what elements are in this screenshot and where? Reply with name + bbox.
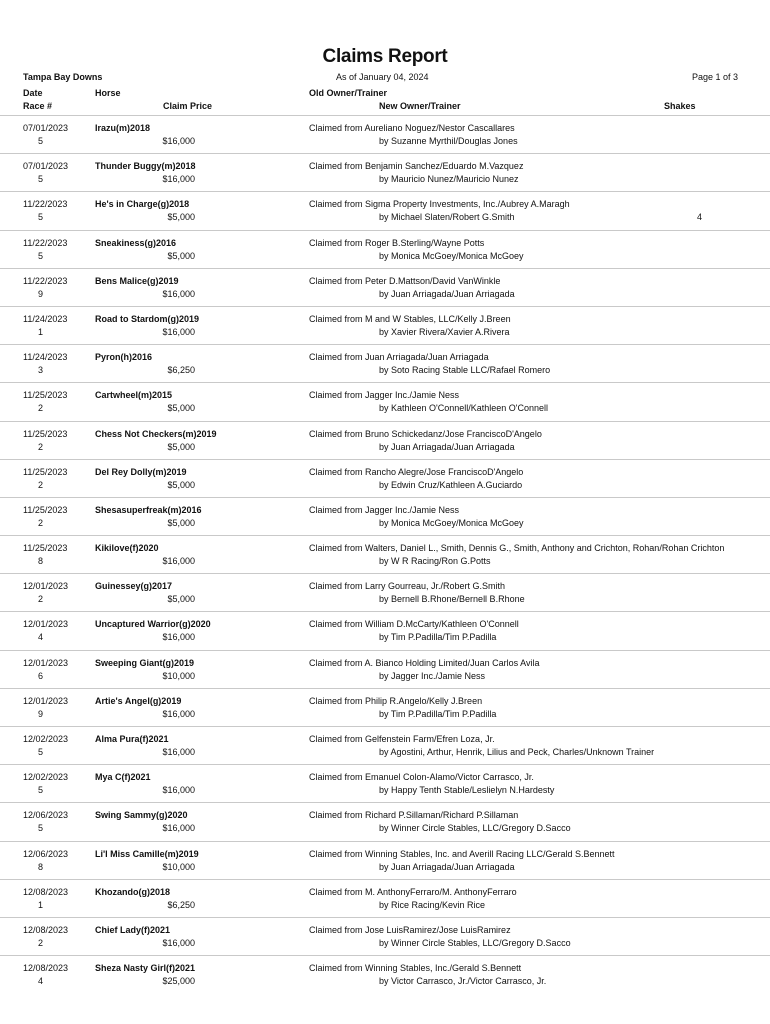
claim-date: 12/01/2023 bbox=[23, 581, 69, 592]
table-row bbox=[0, 230, 770, 268]
table-row bbox=[0, 459, 770, 497]
new-owner-trainer: by Jagger Inc./Jamie Ness bbox=[379, 670, 486, 681]
claim-price: $16,000 bbox=[162, 174, 195, 185]
new-owner-trainer: by Kathleen O'Connell/Kathleen O'Connell bbox=[379, 403, 549, 414]
claim-price: $5,000 bbox=[167, 594, 195, 605]
table-row bbox=[0, 688, 770, 726]
claim-date: 11/25/2023 bbox=[23, 428, 68, 439]
claim-date: 11/25/2023 bbox=[23, 466, 68, 477]
new-owner-trainer: by Victor Carrasco, Jr./Victor Carrasco, Jr. bbox=[379, 976, 547, 987]
claim-price: $16,000 bbox=[162, 632, 195, 643]
horse-name: Swing Sammy(g)2020 bbox=[95, 810, 188, 821]
new-owner-trainer: by Michael Slaten/Robert G.Smith bbox=[379, 212, 515, 223]
horse-name: He's in Charge(g)2018 bbox=[95, 199, 190, 210]
claim-price: $16,000 bbox=[162, 556, 195, 567]
old-owner-trainer: Claimed from Benjamin Sanchez/Eduardo M.Vazquez bbox=[309, 161, 524, 172]
claim-price: $10,000 bbox=[162, 670, 195, 681]
shakes-count: 4 bbox=[697, 212, 703, 223]
horse-name: Pyron(h)2016 bbox=[95, 352, 153, 363]
table-row bbox=[0, 879, 770, 917]
col-header-new-owner: New Owner/Trainer bbox=[379, 101, 461, 111]
track-name: Tampa Bay Downs bbox=[23, 72, 103, 82]
race-number: 3 bbox=[38, 365, 44, 376]
table-row bbox=[0, 344, 770, 382]
table-row bbox=[0, 115, 770, 153]
claim-price: $10,000 bbox=[162, 861, 195, 872]
col-header-race: Race # bbox=[23, 101, 53, 111]
col-header-shakes: Shakes bbox=[664, 101, 696, 111]
horse-name: Road to Stardom(g)2019 bbox=[95, 313, 200, 324]
horse-name: Bens Malice(g)2019 bbox=[95, 275, 179, 286]
old-owner-trainer: Claimed from M and W Stables, LLC/Kelly J.Breen bbox=[309, 313, 511, 324]
claim-date: 12/06/2023 bbox=[23, 810, 69, 821]
race-number: 5 bbox=[38, 136, 44, 146]
old-owner-trainer: Claimed from Aureliano Noguez/Nestor Cascallares bbox=[309, 123, 515, 133]
col-header-old-owner: Old Owner/Trainer bbox=[309, 88, 388, 98]
claims-table bbox=[0, 115, 770, 993]
horse-name: Irazu(m)2018 bbox=[95, 123, 151, 133]
table-row bbox=[0, 268, 770, 306]
race-number: 2 bbox=[38, 937, 44, 948]
table-row bbox=[0, 802, 770, 840]
claim-price: $5,000 bbox=[167, 250, 195, 261]
table-row bbox=[0, 191, 770, 229]
horse-name: Alma Pura(f)2021 bbox=[95, 734, 169, 744]
claim-price: $16,000 bbox=[162, 747, 195, 757]
horse-name: Li'l Miss Camille(m)2019 bbox=[95, 848, 199, 859]
claim-date: 12/02/2023 bbox=[23, 734, 69, 744]
horse-name: Chess Not Checkers(m)2019 bbox=[95, 428, 217, 439]
table-row bbox=[0, 421, 770, 459]
horse-name: Sweeping Giant(g)2019 bbox=[95, 657, 195, 668]
claim-price: $16,000 bbox=[162, 785, 195, 796]
old-owner-trainer: Claimed from A. Bianco Holding Limited/Juan Carlos Avila bbox=[309, 657, 540, 668]
claim-price: $16,000 bbox=[162, 288, 195, 299]
race-number: 1 bbox=[38, 326, 44, 337]
new-owner-trainer: by Tim P.Padilla/Tim P.Padilla bbox=[379, 708, 497, 719]
race-number: 8 bbox=[38, 556, 44, 567]
race-number: 2 bbox=[38, 441, 44, 452]
new-owner-trainer: by Bernell B.Rhone/Bernell B.Rhone bbox=[379, 594, 525, 605]
new-owner-trainer: by Monica McGoey/Monica McGoey bbox=[379, 517, 524, 528]
horse-name: Del Rey Dolly(m)2019 bbox=[95, 466, 187, 477]
new-owner-trainer: by Juan Arriagada/Juan Arriagada bbox=[379, 861, 515, 872]
claim-price: $6,250 bbox=[167, 899, 195, 910]
claim-date: 11/25/2023 bbox=[23, 504, 68, 515]
old-owner-trainer: Claimed from Emanuel Colon-Alamo/Victor Carrasco, Jr. bbox=[309, 772, 534, 783]
race-number: 5 bbox=[38, 250, 44, 261]
horse-name: Thunder Buggy(m)2018 bbox=[95, 161, 196, 172]
claim-price: $5,000 bbox=[167, 517, 195, 528]
claim-date: 11/24/2023 bbox=[23, 313, 68, 324]
claim-price: $5,000 bbox=[167, 212, 195, 223]
table-row bbox=[0, 917, 770, 955]
horse-name: Kikilove(f)2020 bbox=[95, 543, 159, 554]
claim-price: $16,000 bbox=[162, 136, 195, 146]
claim-date: 11/25/2023 bbox=[23, 543, 68, 554]
claim-date: 07/01/2023 bbox=[23, 161, 69, 172]
old-owner-trainer: Claimed from Winning Stables, Inc./Gerald S.Bennett bbox=[309, 963, 522, 974]
as-of-date: As of January 04, 2024 bbox=[336, 72, 429, 82]
new-owner-trainer: by Xavier Rivera/Xavier A.Rivera bbox=[379, 326, 510, 337]
table-row bbox=[0, 497, 770, 535]
horse-name: Mya C(f)2021 bbox=[95, 772, 151, 783]
race-number: 2 bbox=[38, 479, 44, 490]
old-owner-trainer: Claimed from Peter D.Mattson/David VanWinkle bbox=[309, 275, 501, 286]
claim-date: 11/22/2023 bbox=[23, 275, 68, 286]
horse-name: Shesasuperfreak(m)2016 bbox=[95, 504, 202, 515]
race-number: 4 bbox=[38, 976, 44, 987]
claim-price: $16,000 bbox=[162, 708, 195, 719]
claim-date: 11/22/2023 bbox=[23, 237, 68, 248]
table-row bbox=[0, 306, 770, 344]
race-number: 5 bbox=[38, 212, 44, 223]
col-header-horse: Horse bbox=[95, 88, 121, 98]
old-owner-trainer: Claimed from William D.McCarty/Kathleen O'Connell bbox=[309, 619, 519, 630]
old-owner-trainer: Claimed from Jagger Inc./Jamie Ness bbox=[309, 390, 460, 401]
race-number: 5 bbox=[38, 785, 44, 796]
race-number: 8 bbox=[38, 861, 44, 872]
table-row bbox=[0, 535, 770, 573]
race-number: 2 bbox=[38, 594, 44, 605]
new-owner-trainer: by Winner Circle Stables, LLC/Gregory D.Sacco bbox=[379, 937, 571, 948]
new-owner-trainer: by Edwin Cruz/Kathleen A.Guciardo bbox=[379, 479, 523, 490]
table-row bbox=[0, 841, 770, 879]
claim-price: $25,000 bbox=[162, 976, 195, 987]
claim-price: $5,000 bbox=[167, 403, 195, 414]
claim-date: 12/06/2023 bbox=[23, 848, 69, 859]
old-owner-trainer: Claimed from Rancho Alegre/Jose FranciscoD'Angelo bbox=[309, 466, 524, 477]
race-number: 9 bbox=[38, 708, 44, 719]
new-owner-trainer: by Rice Racing/Kevin Rice bbox=[379, 899, 486, 910]
horse-name: Chief Lady(f)2021 bbox=[95, 924, 171, 935]
old-owner-trainer: Claimed from Larry Gourreau, Jr./Robert G.Smith bbox=[309, 581, 506, 592]
new-owner-trainer: by Suzanne Myrthil/Douglas Jones bbox=[379, 136, 518, 146]
col-header-date: Date bbox=[23, 88, 43, 98]
old-owner-trainer: Claimed from Juan Arriagada/Juan Arriagada bbox=[309, 352, 489, 363]
horse-name: Artie's Angel(g)2019 bbox=[95, 695, 182, 706]
horse-name: Khozando(g)2018 bbox=[95, 886, 171, 897]
claim-price: $5,000 bbox=[167, 441, 195, 452]
race-number: 5 bbox=[38, 823, 44, 834]
old-owner-trainer: Claimed from Gelfenstein Farm/Efren Loza, Jr. bbox=[309, 734, 495, 744]
table-row bbox=[0, 382, 770, 420]
claim-date: 11/25/2023 bbox=[23, 390, 68, 401]
new-owner-trainer: by Mauricio Nunez/Mauricio Nunez bbox=[379, 174, 519, 185]
race-number: 2 bbox=[38, 403, 44, 414]
claim-date: 12/01/2023 bbox=[23, 619, 69, 630]
old-owner-trainer: Claimed from Winning Stables, Inc. and Averill Racing LLC/Gerald S.Bennett bbox=[309, 848, 615, 859]
new-owner-trainer: by Winner Circle Stables, LLC/Gregory D.Sacco bbox=[379, 823, 571, 834]
claim-date: 12/02/2023 bbox=[23, 772, 69, 783]
new-owner-trainer: by Tim P.Padilla/Tim P.Padilla bbox=[379, 632, 497, 643]
new-owner-trainer: by Monica McGoey/Monica McGoey bbox=[379, 250, 524, 261]
race-number: 2 bbox=[38, 517, 44, 528]
report-title: Claims Report bbox=[322, 46, 448, 67]
claim-price: $6,250 bbox=[167, 365, 195, 376]
new-owner-trainer: by Juan Arriagada/Juan Arriagada bbox=[379, 441, 515, 452]
old-owner-trainer: Claimed from Walters, Daniel L., Smith, Dennis G., Smith, Anthony and Crichton, Rohan/Rohan Crichton bbox=[309, 543, 725, 554]
claim-date: 11/22/2023 bbox=[23, 199, 68, 210]
table-row bbox=[0, 153, 770, 191]
page-number: Page 1 of 3 bbox=[692, 72, 739, 82]
new-owner-trainer: by Agostini, Arthur, Henrik, Lilius and Peck, Charles/Unknown Trainer bbox=[379, 747, 655, 757]
claim-price: $16,000 bbox=[162, 326, 195, 337]
new-owner-trainer: by Soto Racing Stable LLC/Rafael Romero bbox=[379, 365, 551, 376]
horse-name: Sheza Nasty Girl(f)2021 bbox=[95, 963, 196, 974]
horse-name: Cartwheel(m)2015 bbox=[95, 390, 173, 401]
old-owner-trainer: Claimed from Jose LuisRamirez/Jose LuisRamirez bbox=[309, 924, 511, 935]
claim-date: 12/01/2023 bbox=[23, 657, 69, 668]
claim-date: 11/24/2023 bbox=[23, 352, 68, 363]
old-owner-trainer: Claimed from Jagger Inc./Jamie Ness bbox=[309, 504, 460, 515]
race-number: 6 bbox=[38, 670, 44, 681]
table-row bbox=[0, 764, 770, 802]
claim-price: $16,000 bbox=[162, 937, 195, 948]
old-owner-trainer: Claimed from M. AnthonyFerraro/M. AnthonyFerraro bbox=[309, 886, 517, 897]
claim-price: $5,000 bbox=[167, 479, 195, 490]
new-owner-trainer: by W R Racing/Ron G.Potts bbox=[379, 556, 491, 567]
claim-date: 12/08/2023 bbox=[23, 886, 69, 897]
table-row bbox=[0, 611, 770, 649]
old-owner-trainer: Claimed from Bruno Schickedanz/Jose FranciscoD'Angelo bbox=[309, 428, 542, 439]
horse-name: Guinessey(g)2017 bbox=[95, 581, 173, 592]
race-number: 5 bbox=[38, 747, 44, 757]
race-number: 4 bbox=[38, 632, 44, 643]
race-number: 5 bbox=[38, 174, 44, 185]
old-owner-trainer: Claimed from Philip R.Angelo/Kelly J.Breen bbox=[309, 695, 483, 706]
race-number: 1 bbox=[38, 899, 44, 910]
horse-name: Sneakiness(g)2016 bbox=[95, 237, 177, 248]
claim-date: 12/08/2023 bbox=[23, 963, 69, 974]
old-owner-trainer: Claimed from Roger B.Sterling/Wayne Potts bbox=[309, 237, 485, 248]
claim-date: 12/01/2023 bbox=[23, 695, 69, 706]
table-row bbox=[0, 955, 770, 993]
new-owner-trainer: by Happy Tenth Stable/Leslielyn N.Hardesty bbox=[379, 785, 555, 796]
race-number: 9 bbox=[38, 288, 44, 299]
horse-name: Uncaptured Warrior(g)2020 bbox=[95, 619, 211, 630]
table-row bbox=[0, 573, 770, 611]
claim-date: 12/08/2023 bbox=[23, 924, 69, 935]
claim-date: 07/01/2023 bbox=[23, 123, 69, 133]
table-row bbox=[0, 650, 770, 688]
new-owner-trainer: by Juan Arriagada/Juan Arriagada bbox=[379, 288, 515, 299]
col-header-claim-price: Claim Price bbox=[163, 101, 213, 111]
table-row bbox=[0, 726, 770, 764]
old-owner-trainer: Claimed from Richard P.Sillaman/Richard P.Sillaman bbox=[309, 810, 519, 821]
claim-price: $16,000 bbox=[162, 823, 195, 834]
old-owner-trainer: Claimed from Sigma Property Investments, Inc./Aubrey A.Maragh bbox=[309, 199, 570, 210]
